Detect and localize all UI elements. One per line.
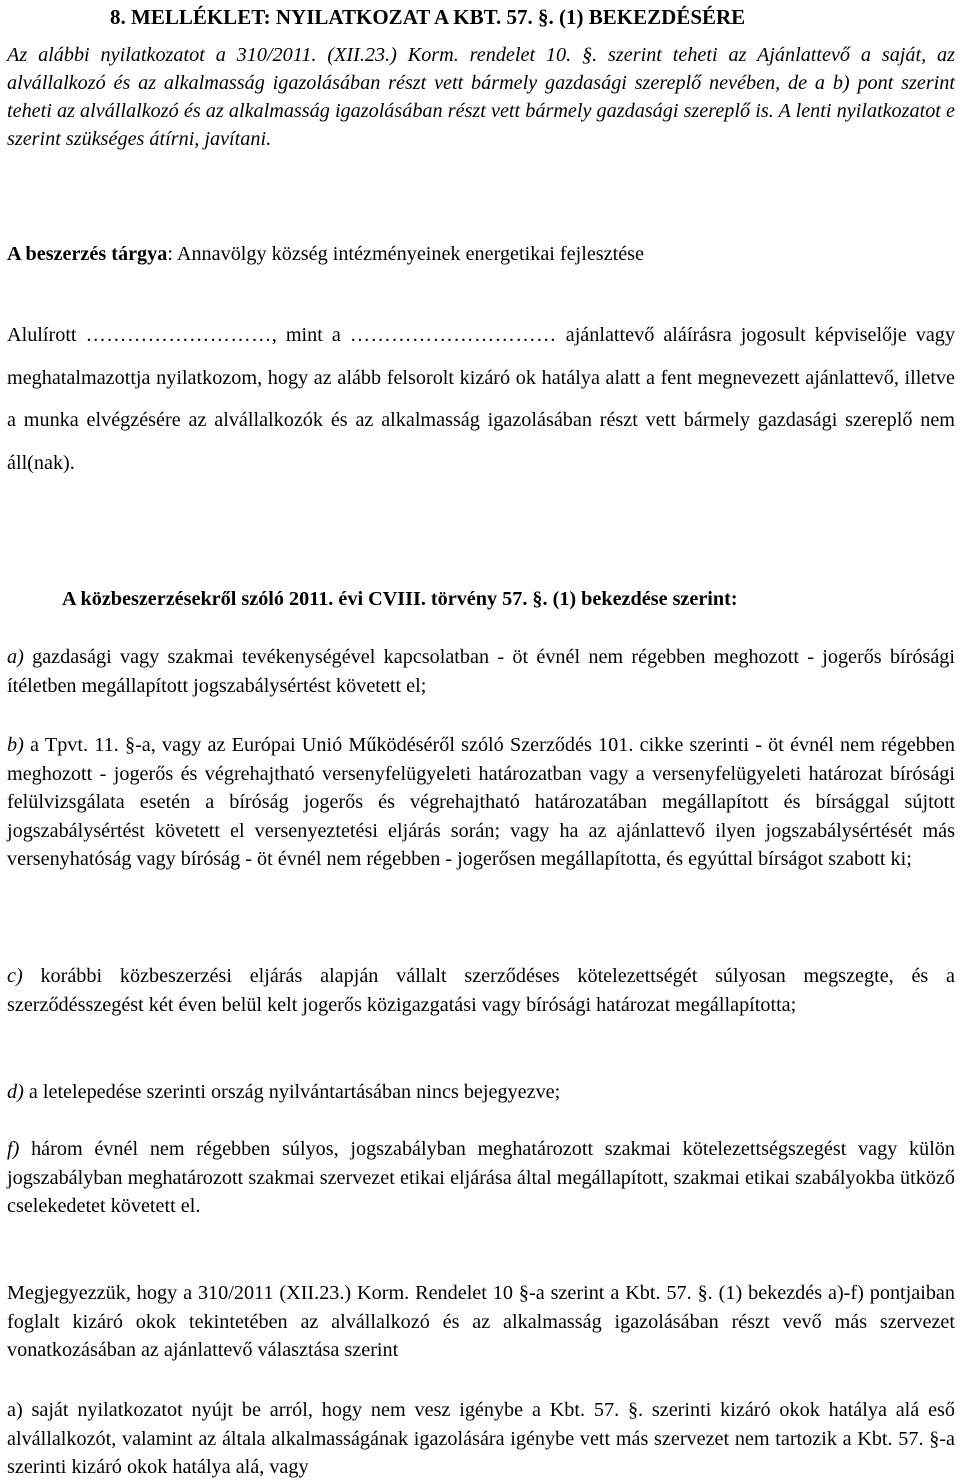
exclusion-item-d [7,1078,955,1107]
item-marker: b) [7,734,24,756]
item-text: korábbi közbeszerzési eljárás alapján vállalt szerződéses kötelezettségét súlyosan megszegte, és a szerződésszegést két éven belül kelt jogerős közigazgatási vagy bírósági határozat megállapította; [7,965,955,1016]
item-marker: c) [7,965,23,987]
note-paragraph: Megjegyezzük, hogy a 310/2011 (XII.23.) Korm. Rendelet 10 §-a szerint a Kbt. 57. §. (1) bekezdés a)-f) pontjaiban foglalt kizáró okok tekintetében az alvállalkozó és az alkalmasság igazolásában részt vevő más szervezet vonatkozásában az ajánlattevő választása szerint [7,1282,955,1361]
exclusion-item-c [7,962,955,1019]
subject-label: A beszerzés tárgya [7,243,168,265]
item-text: a Tpvt. 11. §-a, vagy az Európai Unió Működéséről szóló Szerződés 101. cikke szerinti - öt évnél nem régebben meghozott - jogerős és végrehajtható versenyfelügyeleti határozatban vagy a versenyfelügyeleti határozat bírósági felülvizsgálata esetén a bíróság jogerős és végrehajtható határozatában megállapított és bírsággal sújtott jogszabálysértést követett el versenyeztetési eljárás során; vagy ha az ajánlattevő ilyen jogszabálysértését más versenyhatóság vagy bíróság - öt évnél nem régebben - jogerősen megállapította, és egyúttal bírságot szabott ki; [7,734,955,870]
item-text: gazdasági vagy szakmai tevékenységével kapcsolatban - öt évnél nem régebben meghozott - jogerős bírósági ítéletben megállapított jogszabálysértést követett el; [7,646,955,697]
law-heading: A közbeszerzésekről szóló 2011. évi CVIII. törvény 57. §. (1) bekezdése szerint: [62,588,738,610]
exclusion-item-f [7,1135,955,1221]
exclusion-item-b [7,731,955,874]
note-option-a: a) saját nyilatkozatot nyújt be arról, hogy nem vesz igénybe a Kbt. 57. §. szerinti kizáró okok hatálya alá eső alvállalkozót, valamint az általa alkalmasságának igazolására igénybe vett más szervezet nem tartozik a Kbt. 57. §-a szerinti kizáró okok hatálya alá, vagy [7,1399,955,1478]
declaration-mid: , mint a [271,324,350,346]
item-marker: f) [7,1138,20,1160]
declaration-paragraph [7,314,955,484]
item-marker: a) [7,646,24,668]
item-text: a letelepedése szerinti ország nyilvántartásában nincs bejegyezve; [23,1081,561,1103]
procurement-subject [7,243,644,266]
bidder-placeholder: ………………………… [349,324,557,346]
exclusion-item-a [7,643,955,700]
name-placeholder: ……………………… [85,324,272,346]
intro-paragraph: Az alábbi nyilatkozatot a 310/2011. (XII.23.) Korm. rendelet 10. §. szerint teheti az Ajánlattevő a saját, az alvállalkozó és az alkalmasság igazolásában részt vett bármely gazdasági szereplő nevében, de a b) pont szerint teheti az alvállalkozó és az alkalmasság igazolásában részt vett bármely gazdasági szereplő is. A lenti nyilatkozatot e szerint szükséges átírni, javítani. [7,44,955,150]
declaration-rest: ajánlattevő aláírásra jogosult képviselője vagy meghatalmazottja nyilatkozom, hogy az alább felsorolt kizáró ok hatálya alatt a fent megnevezett ajánlattevő, illetve a munka elvégzésére az alvállalkozók és az alkalmasság igazolásában részt vett bármely gazdasági szereplő nem áll(nak). [7,324,955,474]
document-title: 8. MELLÉKLET: NYILATKOZAT A KBT. 57. §. (1) BEKEZDÉSÉRE [110,5,746,29]
declaration-start: Alulírott [7,324,86,346]
item-marker: d) [7,1081,24,1103]
subject-value: : Annavölgy község intézményeinek energetikai fejlesztése [167,243,644,265]
item-text: három évnél nem régebben súlyos, jogszabályban meghatározott szakmai kötelezettségszegést vagy külön jogszabályban meghatározott szakmai szervezet etikai eljárása által megállapított, szakmai etikai szabályokba ütköző cselekedetet követett el. [7,1138,955,1217]
